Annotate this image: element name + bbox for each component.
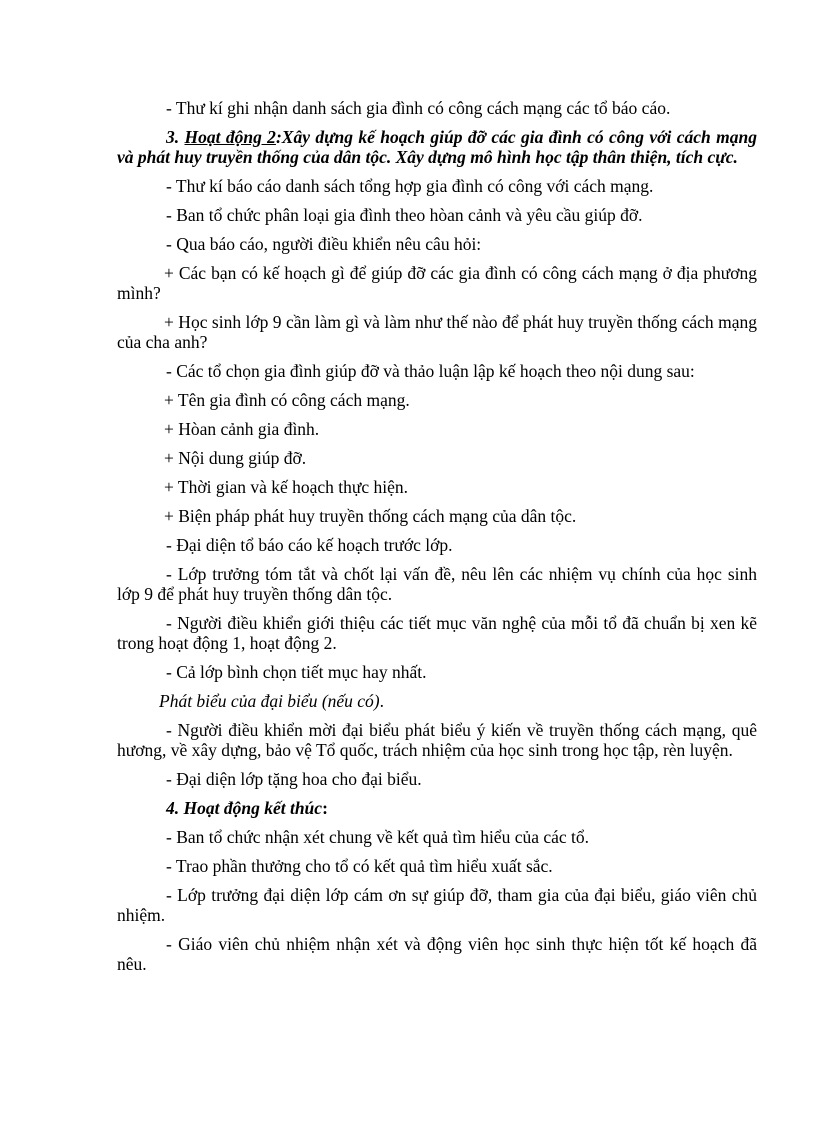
heading-text: 4. Hoạt động kết thúc [166, 798, 323, 818]
paragraph: - Cả lớp bình chọn tiết mục hay nhất. [166, 662, 427, 682]
section-heading-4 [117, 798, 757, 818]
paragraph: - Lớp trưởng đại diện lớp cám ơn sự giúp đỡ, tham gia của đại biểu, giáo viên chủ nhiệm. [117, 885, 757, 925]
paragraph: - Trao phần thưởng cho tổ có kết quả tìm hiểu xuất sắc. [166, 856, 553, 876]
heading-label: Hoạt động 2 [184, 127, 276, 147]
document-page [117, 98, 757, 983]
paragraph: - Đại diện lớp tặng hoa cho đại biểu. [166, 769, 422, 789]
list-item: + Nội dung giúp đỡ. [164, 448, 307, 468]
paragraph: + Học sinh lớp 9 cần làm gì và làm như thế nào để phát huy truyền thống cách mạng của cha anh? [117, 312, 757, 352]
paragraph: - Các tổ chọn gia đình giúp đỡ và thảo luận lập kế hoạch theo nội dung sau: [166, 361, 695, 381]
list-item: + Tên gia đình có công cách mạng. [164, 390, 410, 410]
paragraph: - Thư kí ghi nhận danh sách gia đình có công cách mạng các tổ báo cáo. [166, 98, 671, 118]
paragraph: - Người điều khiển giới thiệu các tiết mục văn nghệ của mỗi tổ đã chuẩn bị xen kẽ trong hoạt động 1, hoạt động 2. [117, 613, 757, 653]
subheading-period: . [379, 691, 385, 711]
list-item: + Hòan cảnh gia đình. [164, 419, 320, 439]
paragraph: - Đại diện tổ báo cáo kế hoạch trước lớp. [166, 535, 453, 555]
paragraph: - Lớp trưởng tóm tắt và chốt lại vấn đề, nêu lên các nhiệm vụ chính của học sinh lớp 9 để phát huy truyền thống dân tộc. [117, 564, 757, 604]
paragraph: + Các bạn có kế hoạch gì để giúp đỡ các gia đình có công cách mạng ở địa phương mình? [117, 263, 757, 303]
heading-colon: : [322, 798, 328, 818]
heading-text: :Xây dựng kế hoạch giúp đỡ các gia đình có công với cách mạng và phát huy truyền thống của dân tộc. Xây dựng mô hình học tập thân thiện, tích cực. [117, 127, 757, 167]
paragraph: - Ban tổ chức nhận xét chung về kết quả tìm hiểu của các tổ. [166, 827, 590, 847]
paragraph: - Qua báo cáo, người điều khiển nêu câu hỏi: [166, 234, 482, 254]
heading-number: 3. [166, 127, 185, 147]
paragraph: - Người điều khiển mời đại biểu phát biểu ý kiến về truyền thống cách mạng, quê hương, về xây dựng, bảo vệ Tổ quốc, trách nhiệm của học sinh trong học tập, rèn luyện. [117, 720, 757, 760]
subheading-text: Phát biểu của đại biểu (nếu có) [159, 691, 380, 711]
list-item: + Biện pháp phát huy truyền thống cách mạng của dân tộc. [164, 506, 577, 526]
paragraph: - Ban tổ chức phân loại gia đình theo hòan cảnh và yêu cầu giúp đỡ. [166, 205, 643, 225]
subheading-delegates [117, 691, 757, 711]
section-heading-3 [117, 127, 757, 167]
paragraph: - Thư kí báo cáo danh sách tổng hợp gia đình có công với cách mạng. [166, 176, 654, 196]
list-item: + Thời gian và kế hoạch thực hiện. [164, 477, 409, 497]
paragraph: - Giáo viên chủ nhiệm nhận xét và động viên học sinh thực hiện tốt kế hoạch đã nêu. [117, 934, 757, 974]
